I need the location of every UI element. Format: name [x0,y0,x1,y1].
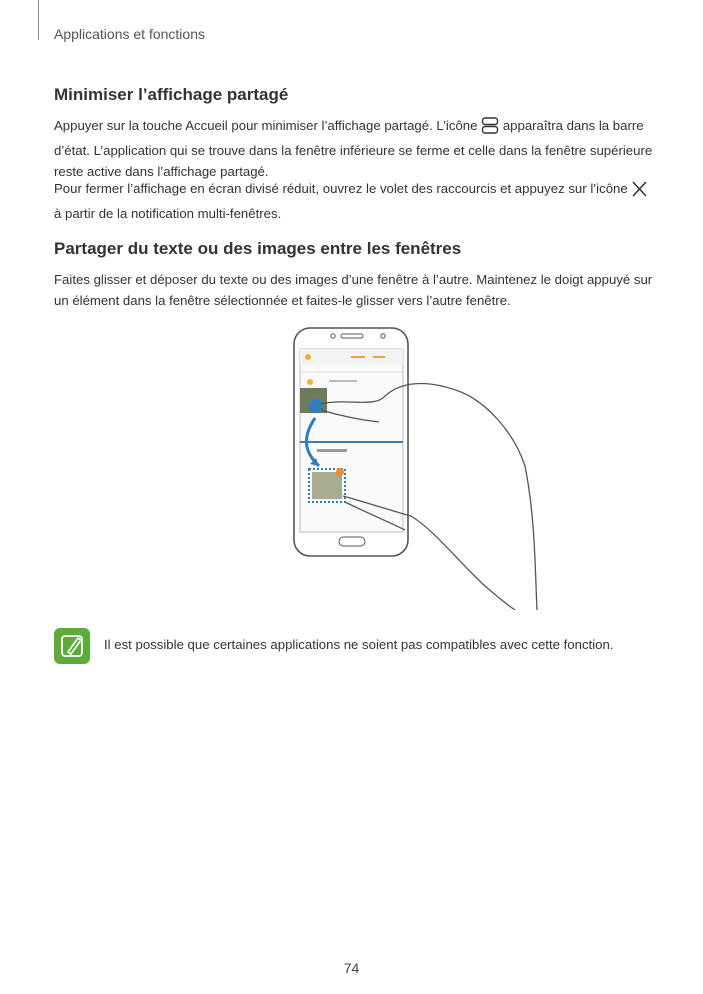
paragraph-text: Pour fermer l’affichage en écran divisé réduit, ouvrez le volet des raccourcis et appuyez sur l’icône [54,181,628,196]
paragraph-text: Appuyer sur la touche Accueil pour minimiser l’affichage partagé. L’icône [54,118,478,133]
paragraph-minimize [54,115,654,182]
section-title-share: Partager du texte ou des images entre les fenêtres [54,239,462,258]
minimized-split-view-icon [481,117,499,140]
paragraph-text: à partir de la notification multi-fenêtres. [54,206,282,221]
section-title-minimize: Minimiser l’affichage partagé [54,85,289,104]
paragraph-share: Faites glisser et déposer du texte ou des images d’une fenêtre à l’autre. Maintenez le doigt appuyé sur un élément dans la fenêtre sélectionnée et faites-le glisser vers l’autre fenêtre. [54,272,653,308]
note-pencil-icon [54,628,90,664]
paragraph-close-split [54,178,654,224]
page-number: 74 [343,960,360,976]
phone-drag-drop-illustration [285,326,545,610]
note-text: Il est possible que certaines applications ne soient pas compatibles avec cette fonction. [104,637,614,652]
running-header: Applications et fonctions [54,26,205,42]
close-x-icon [631,181,648,203]
header-rule [38,0,39,40]
paragraph-text: apparaîtra dans la barre d’état. L’application qui se trouve dans la fenêtre inférieure se ferme et celle dans la fenêtre supérieure reste active dans l’affichage partagé. [54,118,653,179]
